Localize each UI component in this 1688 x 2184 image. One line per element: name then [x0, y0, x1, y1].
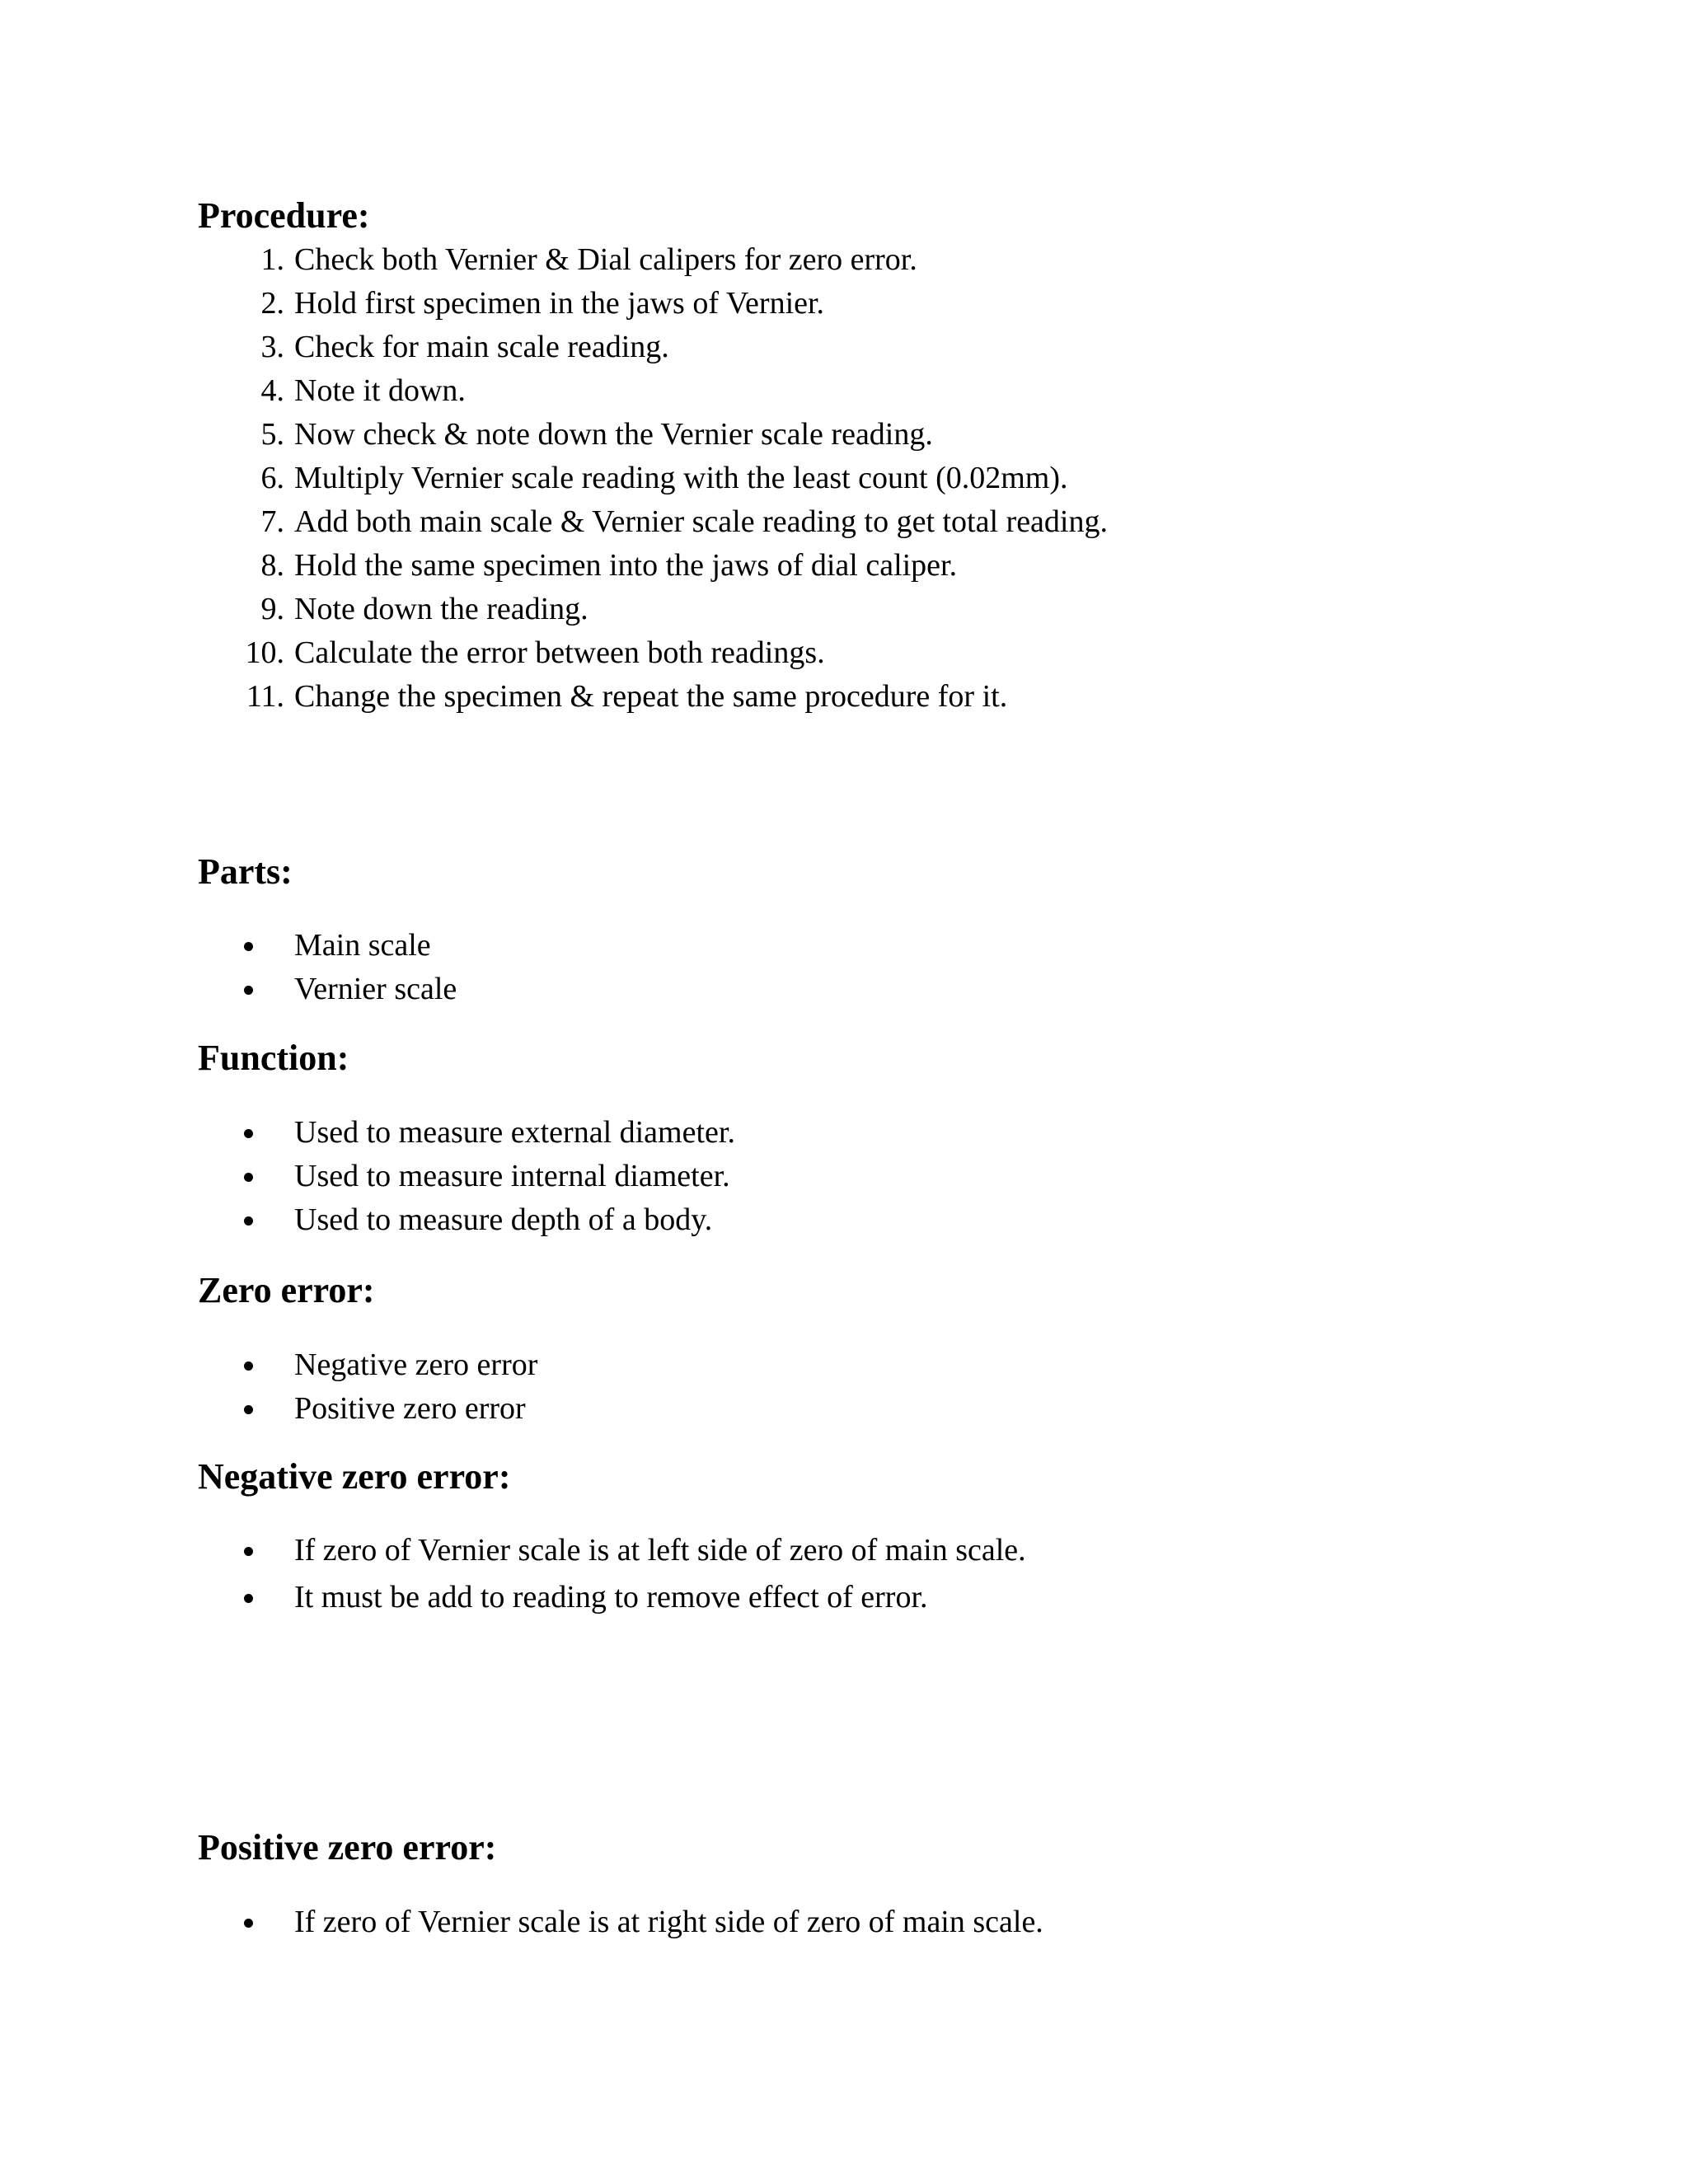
- step-number: 9.: [260, 592, 284, 626]
- bullet-icon: [244, 1216, 253, 1226]
- bullet-icon: [244, 1594, 253, 1603]
- step-text: Add both main scale & Vernier scale reading to get total reading.: [294, 504, 1108, 539]
- step-number: 3.: [260, 330, 284, 364]
- list-item-text: Positive zero error: [294, 1391, 526, 1426]
- step-text: Hold the same specimen into the jaws of dial caliper.: [294, 548, 958, 583]
- step-number: 8.: [260, 548, 284, 583]
- step-number: 1.: [260, 242, 284, 277]
- step-number: 11.: [246, 679, 284, 714]
- bullet-icon: [244, 1405, 253, 1414]
- list-item-text: Negative zero error: [294, 1347, 538, 1382]
- bullet-icon: [244, 1129, 253, 1138]
- step-text: Check both Vernier & Dial calipers for zero error.: [294, 242, 917, 277]
- step-number: 5.: [260, 417, 284, 452]
- list-item-text: Main scale: [294, 928, 431, 963]
- step-text: Calculate the error between both readings.: [294, 635, 825, 670]
- step-text: Multiply Vernier scale reading with the least count (0.02mm).: [294, 461, 1068, 495]
- bullet-icon: [244, 986, 253, 995]
- negative-zero-error-heading: Negative zero error:: [198, 1456, 511, 1497]
- step-text: Now check & note down the Vernier scale reading.: [294, 417, 933, 452]
- step-text: Hold first specimen in the jaws of Vernier.: [294, 286, 825, 321]
- list-item-text: Used to measure depth of a body.: [294, 1202, 713, 1237]
- list-item-text: It must be add to reading to remove effect of error.: [294, 1580, 928, 1615]
- step-number: 4.: [260, 373, 284, 408]
- zero-error-heading: Zero error:: [198, 1270, 375, 1310]
- step-number: 7.: [260, 504, 284, 539]
- positive-zero-error-heading: Positive zero error:: [198, 1827, 497, 1868]
- bullet-icon: [244, 1919, 253, 1928]
- step-number: 6.: [260, 461, 284, 495]
- step-number: 2.: [260, 286, 284, 321]
- list-item-text: Used to measure internal diameter.: [294, 1159, 730, 1193]
- list-item-text: If zero of Vernier scale is at left side of zero of main scale.: [294, 1533, 1026, 1568]
- bullet-icon: [244, 942, 253, 951]
- parts-heading: Parts:: [198, 851, 293, 892]
- bullet-icon: [244, 1547, 253, 1556]
- step-text: Check for main scale reading.: [294, 330, 669, 364]
- list-item-text: Vernier scale: [294, 972, 457, 1006]
- step-text: Note down the reading.: [294, 592, 588, 626]
- bullet-icon: [244, 1173, 253, 1182]
- list-item-text: If zero of Vernier scale is at right side of zero of main scale.: [294, 1905, 1043, 1939]
- list-item-text: Used to measure external diameter.: [294, 1115, 735, 1150]
- step-number: 10.: [245, 635, 284, 670]
- procedure-heading: Procedure:: [198, 195, 370, 236]
- function-heading: Function:: [198, 1038, 349, 1078]
- step-text: Note it down.: [294, 373, 466, 408]
- step-text: Change the specimen & repeat the same procedure for it.: [294, 679, 1008, 714]
- bullet-icon: [244, 1361, 253, 1371]
